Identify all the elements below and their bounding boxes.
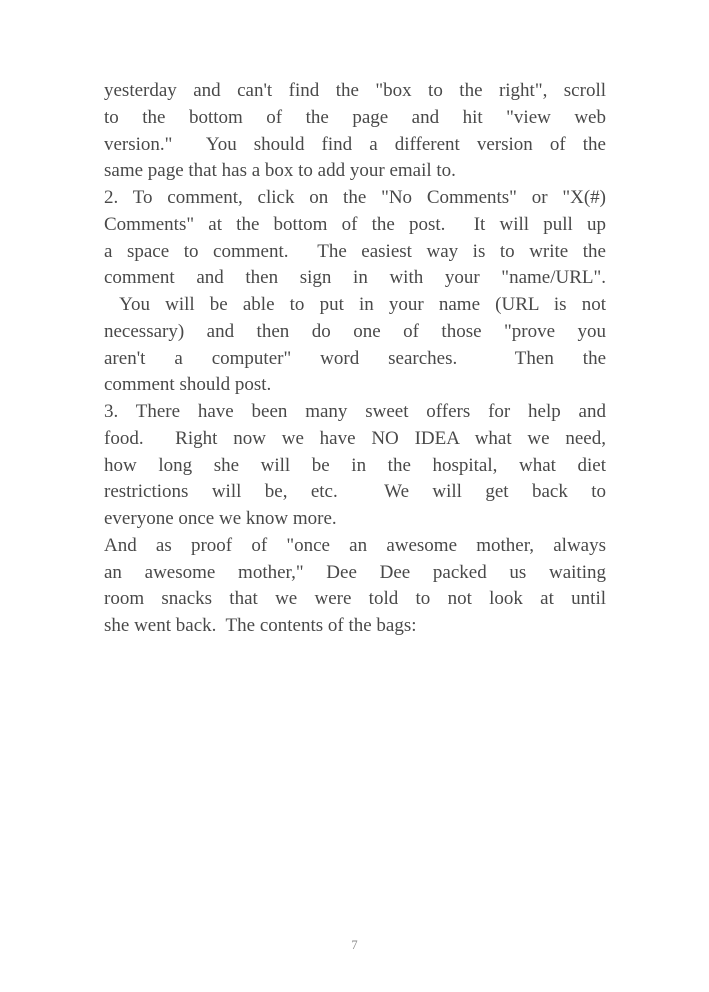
text-line: Comments" at the bottom of the post. It will pull up bbox=[104, 213, 606, 235]
text-line: comment should post. bbox=[104, 374, 272, 396]
paragraph bbox=[104, 399, 606, 533]
text-line: comment and then sign in with your "name/URL". bbox=[104, 267, 606, 289]
text-line: And as proof of "once an awesome mother, always bbox=[104, 534, 606, 556]
page-number: 7 bbox=[351, 938, 358, 952]
text-line: yesterday and can't find the "box to the right", scroll bbox=[104, 80, 606, 101]
paragraph bbox=[104, 78, 606, 185]
text-line: everyone once we know more. bbox=[104, 508, 337, 529]
text-line: a space to comment. The easiest way is to write the bbox=[104, 240, 606, 262]
text-line: room snacks that we were told to not look at until bbox=[104, 588, 606, 610]
text-line: necessary) and then do one of those "prove you bbox=[104, 320, 606, 342]
text-line: You will be able to put in your name (URL is not bbox=[104, 294, 606, 315]
body-text bbox=[104, 78, 606, 640]
text-line: she went back. The contents of the bags: bbox=[104, 615, 417, 636]
text-line: food. Right now we have NO IDEA what we need, bbox=[104, 427, 606, 449]
paragraph bbox=[104, 533, 606, 640]
text-line: 2. To comment, click on the "No Comments" or "X(#) bbox=[104, 187, 606, 208]
text-line: to the bottom of the page and hit "view web bbox=[104, 106, 606, 128]
text-line: 3. There have been many sweet offers for help and bbox=[104, 401, 606, 422]
text-line: same page that has a box to add your email to. bbox=[104, 160, 456, 182]
text-line: how long she will be in the hospital, what diet bbox=[104, 454, 606, 476]
text-line: version." You should find a different version of the bbox=[104, 133, 606, 155]
text-line: restrictions will be, etc. We will get back to bbox=[104, 481, 606, 503]
text-line: an awesome mother," Dee Dee packed us waiting bbox=[104, 561, 606, 583]
paragraph bbox=[104, 185, 606, 399]
text-line: aren't a computer" word searches. Then the bbox=[104, 347, 606, 369]
